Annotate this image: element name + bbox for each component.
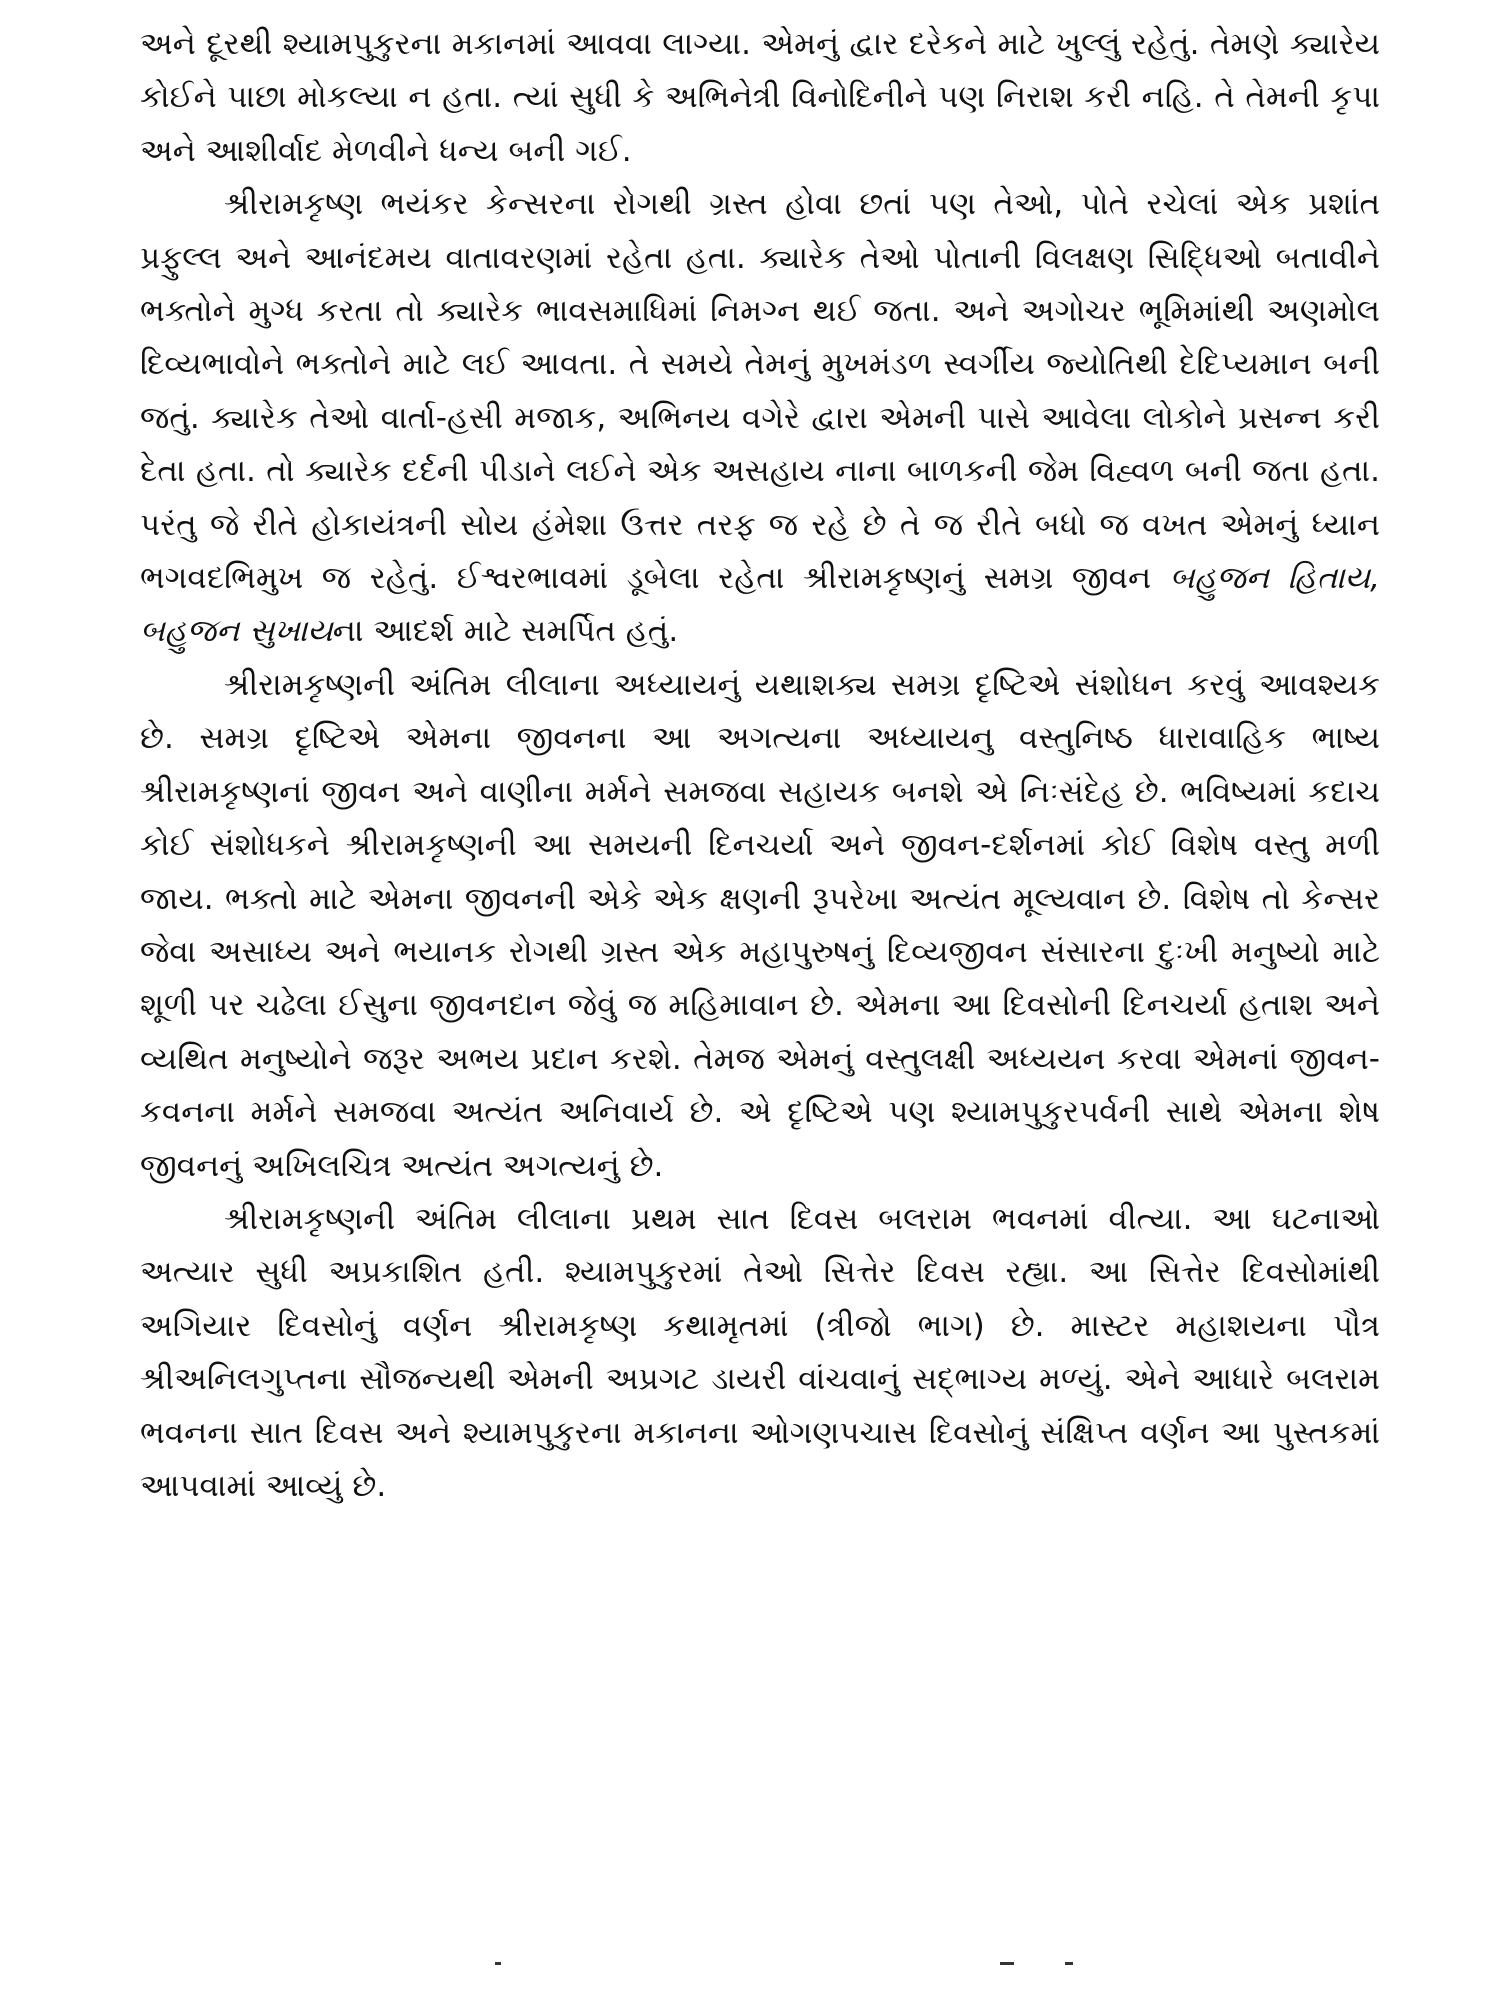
paragraph-4-text: શ્રીરામકૃષ્ણની અંતિમ લીલાના પ્રથમ સાત દિવસ બલરામ ભવનમાં વીત્યા. આ ઘટનાઓ અત્યાર સુધી અપ્રકાશિત હતી. શ્યામપુકુરમાં તેઓ સિત્તેર દિવસ રહ્યા. આ સિત્તેર દિવસોમાંથી અગિયાર દિવસોનું વર્ણન શ્રીરામકૃષ્ણ કથામૃતમાં (ત્રીજો ભાગ) છે. માસ્ટર મહાશયના પૌત્ર શ્રીઅનિલગુપ્તના સૌજન્યથી એમની અપ્રગટ ડાયરી વાંચવાનું સદ્ભાગ્ય મળ્યું. એને આધારે બલરામ ભવનના સાત દિવસ અને શ્યામપુકુરના મકાનના ઓગણપચાસ દિવસોનું સંક્ષિપ્ત વર્ણન આ પુસ્તકમાં આપવામાં આવ્યું છે. — [140, 1200, 1380, 1504]
paragraph-2-text-end: ના આદર્શ માટે સમર્પિત હતું. — [332, 613, 679, 650]
scan-marks — [0, 1962, 1500, 1982]
scan-mark — [1000, 1962, 1014, 1965]
paragraph-2 — [140, 178, 1380, 659]
paragraph-4 — [140, 1193, 1380, 1513]
scan-mark — [495, 1962, 501, 1965]
scan-mark — [1065, 1962, 1073, 1965]
paragraph-2-text: શ્રીરામકૃષ્ણ ભયંકર કેન્સરના રોગથી ગ્રસ્ત હોવા છતાં પણ તેઓ, પોતે રચેલાં એક પ્રશાંત પ્રફુલ્લ અને આનંદમય વાતાવરણમાં રહેતા હતા. ક્યારેક તેઓ પોતાની વિલક્ષણ સિદ્ધિઓ બતાવીને ભક્તોને મુગ્ધ કરતા તો ક્યારેક ભાવસમાધિમાં નિમગ્ન થઈ જતા. અને અગોચર ભૂમિમાંથી અણમોલ દિવ્યભાવોને ભક્તોને માટે લઈ આવતા. તે સમયે તેમનું મુખમંડળ સ્વર્ગીય જ્યોતિથી દેદિપ્યમાન બની જતું. ક્યારેક તેઓ વાર્તા-હસી મજાક, અભિનય વગેરે દ્વારા એમની પાસે આવેલા લોકોને પ્રસન્ન કરી દેતા હતા. તો ક્યારેક દર્દની પીડાને લઈને એક અસહાય નાના બાળકની જેમ વિહ્વળ બની જતા હતા. પરંતુ જે રીતે હોકાયંત્રની સોય હંમેશા ઉત્તર તરફ જ રહે છે તે જ રીતે બધો જ વખત એમનું ધ્યાન ભગવદભિમુખ જ રહેતું. ઈશ્વરભાવમાં ડૂબેલા રહેતા શ્રીરામકૃષ્ણનું સમગ્ર જીવન — [140, 186, 1380, 597]
paragraph-3-text: શ્રીરામકૃષ્ણની અંતિમ લીલાના અધ્યાયનું યથાશક્ય સમગ્ર દૃષ્ટિએ સંશોધન કરવું આવશ્યક છે. સમગ્ર દૃષ્ટિએ એમના જીવનના આ અગત્યના અધ્યાયનુ વસ્તુનિષ્ઠ ધારાવાહિક ભાષ્ય શ્રીરામકૃષ્ણનાં જીવન અને વાણીના મર્મને સમજવા સહાયક બનશે એ નિઃસંદેહ છે. ભવિષ્યમાં કદાચ કોઈ સંશોધકને શ્રીરામકૃષ્ણની આ સમયની દિનચર્યા અને જીવન-દર્શનમાં કોઈ વિશેષ વસ્તુ મળી જાય. ભક્તો માટે એમના જીવનની એકે એક ક્ષણની રૂપરેખા અત્યંત મૂલ્યવાન છે. વિશેષ તો કેન્સર જેવા અસાધ્ય અને ભયાનક રોગથી ગ્રસ્ત એક મહાપુરુષનું દિવ્યજીવન સંસારના દુઃખી મનુષ્યો માટે શૂળી પર ચઢેલા ઈસુના જીવનદાન જેવું જ મહિમાવાન છે. એમના આ દિવસોની દિનચર્યા હતાશ અને વ્યથિત મનુષ્યોને જરૂર અભય પ્રદાન કરશે. તેમજ એમનું વસ્તુલક્ષી અધ્યયન કરવા એમનાં જીવન-કવનના મર્મને સમજવા અત્યંત અનિવાર્ય છે. એ દૃષ્ટિએ પણ શ્યામપુકુરપર્વની સાથે એમના શેષ જીવનનું અખિલચિત્ર અત્યંત અગત્યનું છે. — [140, 666, 1380, 1184]
paragraph-1-text: અને દૂરથી શ્યામપુકુરના મકાનમાં આવવા લાગ્યા. એમનું દ્વાર દરેકને માટે ખુલ્લું રહેતું. તેમણે ક્યારેય કોઈને પાછા મોકલ્યા ન હતા. ત્યાં સુધી કે અભિનેત્રી વિનોદિનીને પણ નિરાશ કરી નહિ. તે તેમની કૃપા અને આશીર્વાદ મેળવીને ધન્ય બની ગઈ. — [140, 26, 1380, 169]
body-text — [140, 18, 1380, 1513]
paragraph-3 — [140, 659, 1380, 1193]
paragraph-2-italic-phrase: બહુજન હિતાય, બહુજન સુખાય — [140, 560, 1380, 650]
paragraph-1 — [140, 18, 1380, 178]
